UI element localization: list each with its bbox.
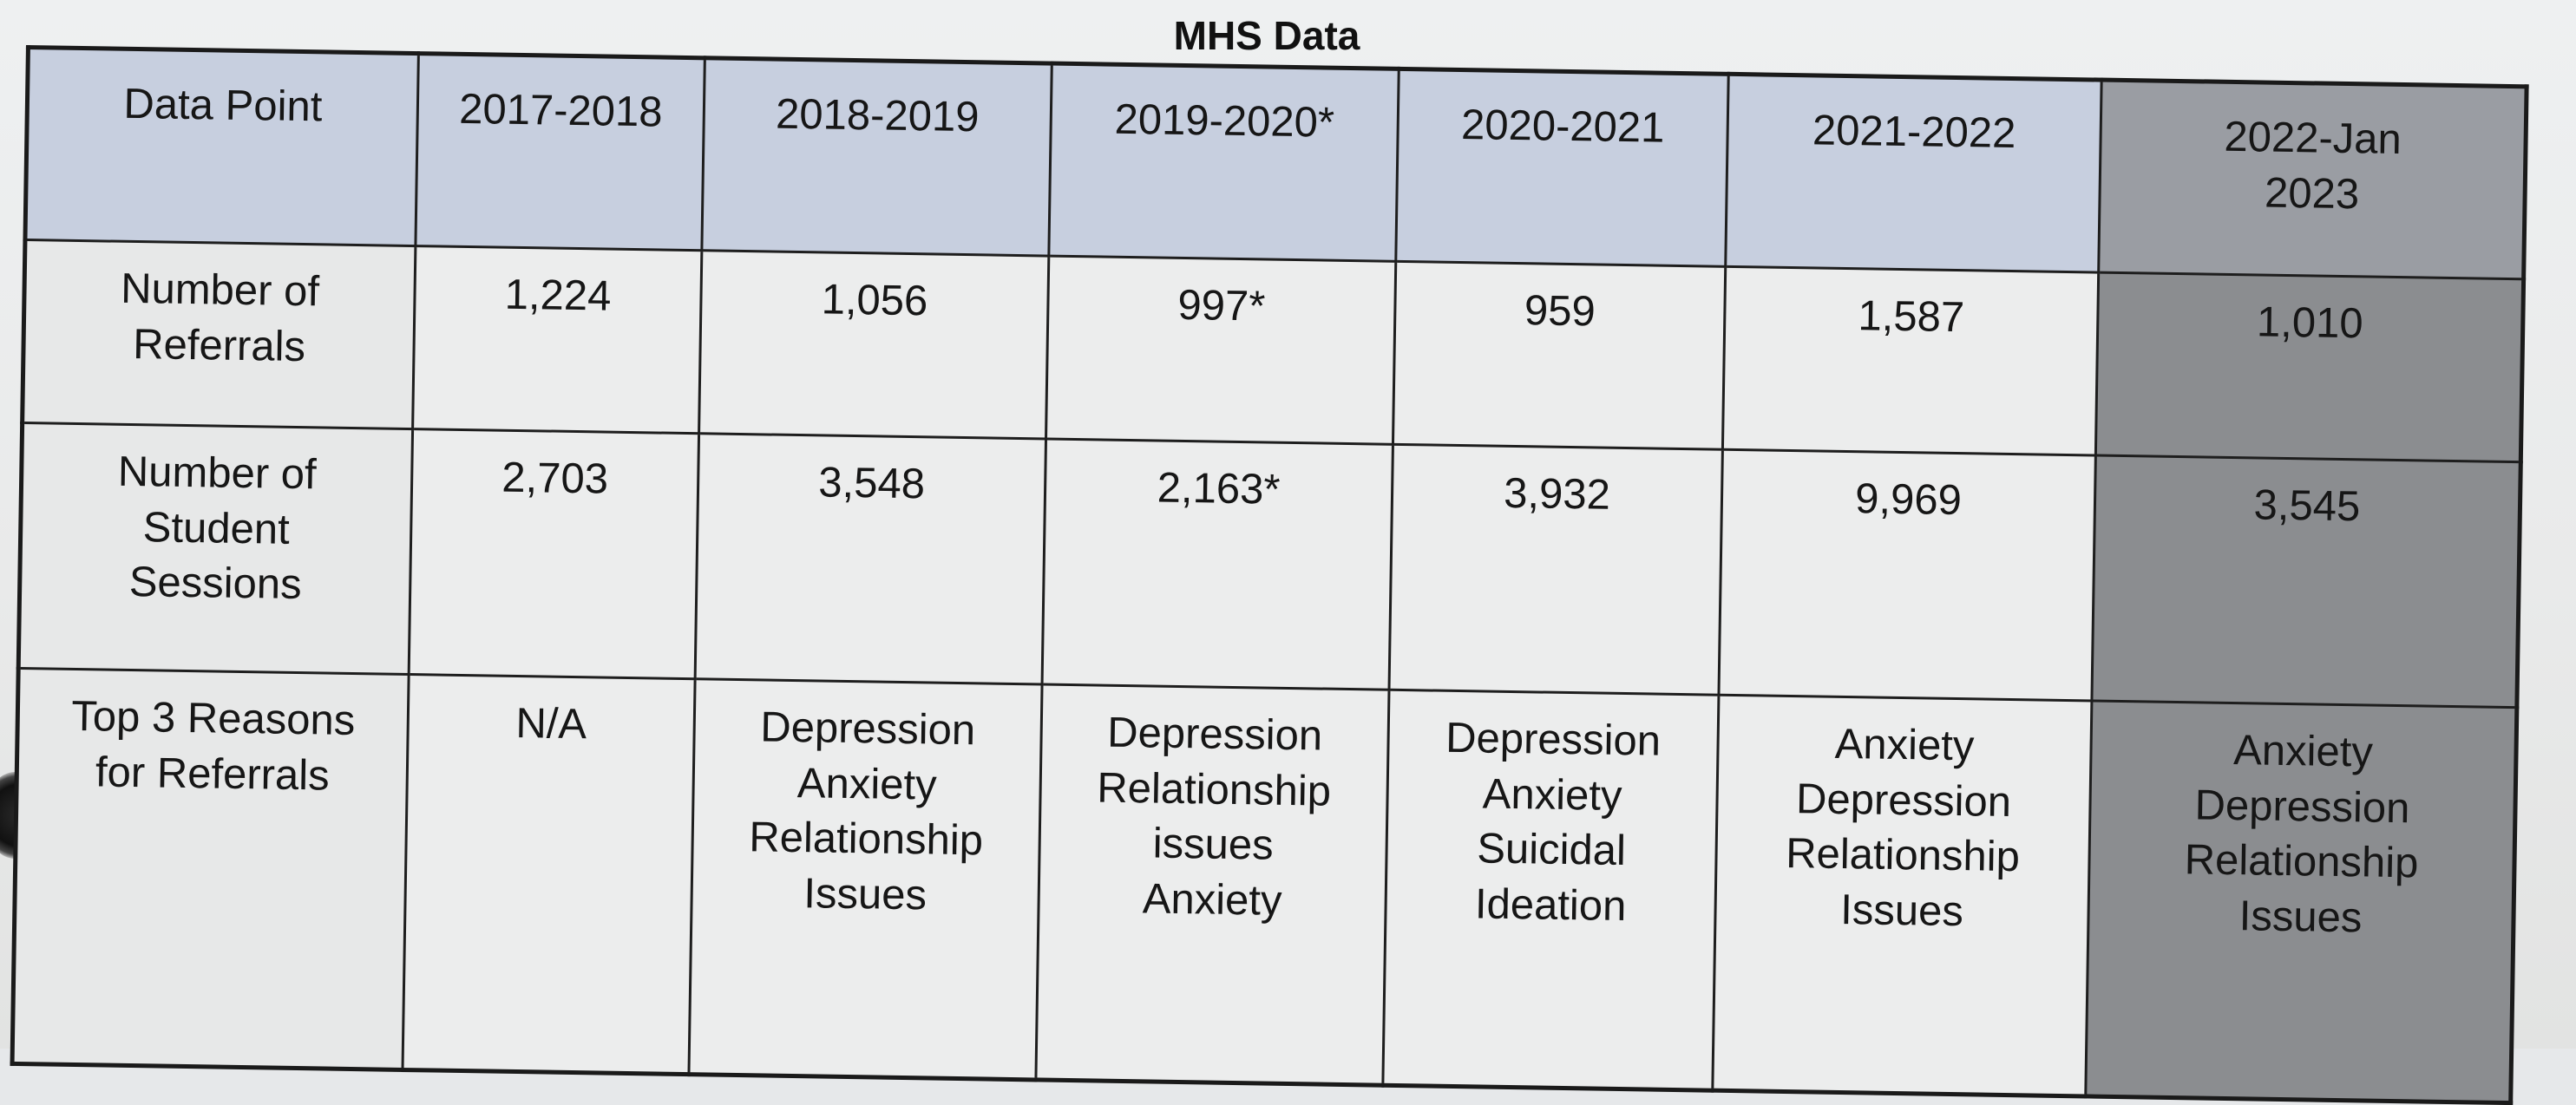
table-cell: 3,932: [1389, 444, 1722, 695]
row-label: Top 3 Reasons for Referrals: [12, 668, 409, 1069]
header-cell-2019-2020: 2019-2020*: [1049, 63, 1399, 261]
table-cell: Anxiety Depression Relationship Issues: [2086, 701, 2517, 1103]
header-cell-2021-2022: 2021-2022: [1726, 74, 2101, 272]
header-cell-2022-jan-2023: 2022-Jan 2023: [2099, 80, 2527, 279]
table-cell: 1,224: [413, 246, 702, 434]
table-cell: 997*: [1046, 256, 1396, 444]
header-cell-2017-2018: 2017-2018: [416, 54, 705, 251]
header-cell-data-point: Data Point: [25, 48, 418, 246]
table-row-student-sessions: [18, 422, 2520, 707]
table-cell: N/A: [403, 675, 695, 1075]
table-cell: 1,587: [1722, 266, 2098, 455]
header-cell-2020-2021: 2020-2021: [1396, 69, 1728, 266]
table-cell: 3,548: [695, 434, 1045, 684]
row-label: Number of Student Sessions: [18, 422, 412, 674]
table-container: [11, 45, 2525, 1026]
table-cell: 1,010: [2095, 272, 2523, 462]
table-cell: 1,056: [699, 251, 1049, 439]
table-cell: 2,163*: [1042, 439, 1393, 690]
table-cell: 9,969: [1719, 449, 2095, 701]
table-cell: Depression Anxiety Suicidal Ideation: [1383, 690, 1719, 1090]
table-cell: 2,703: [409, 429, 698, 679]
table-cell: 959: [1393, 261, 1725, 449]
table-cell: Depression Relationship issues Anxiety: [1036, 684, 1389, 1085]
table-title: MHS Data: [1173, 13, 1360, 58]
table-row-top-reasons: [12, 668, 2517, 1102]
table-cell: 3,545: [2092, 455, 2520, 708]
mhs-data-table: [10, 45, 2529, 1105]
header-row: [25, 48, 2527, 279]
row-label: Number of Referrals: [23, 240, 416, 429]
table-cell: Depression Anxiety Relationship Issues: [689, 679, 1042, 1080]
table-cell: Anxiety Depression Relationship Issues: [1713, 695, 2092, 1096]
header-cell-2018-2019: 2018-2019: [702, 58, 1052, 256]
